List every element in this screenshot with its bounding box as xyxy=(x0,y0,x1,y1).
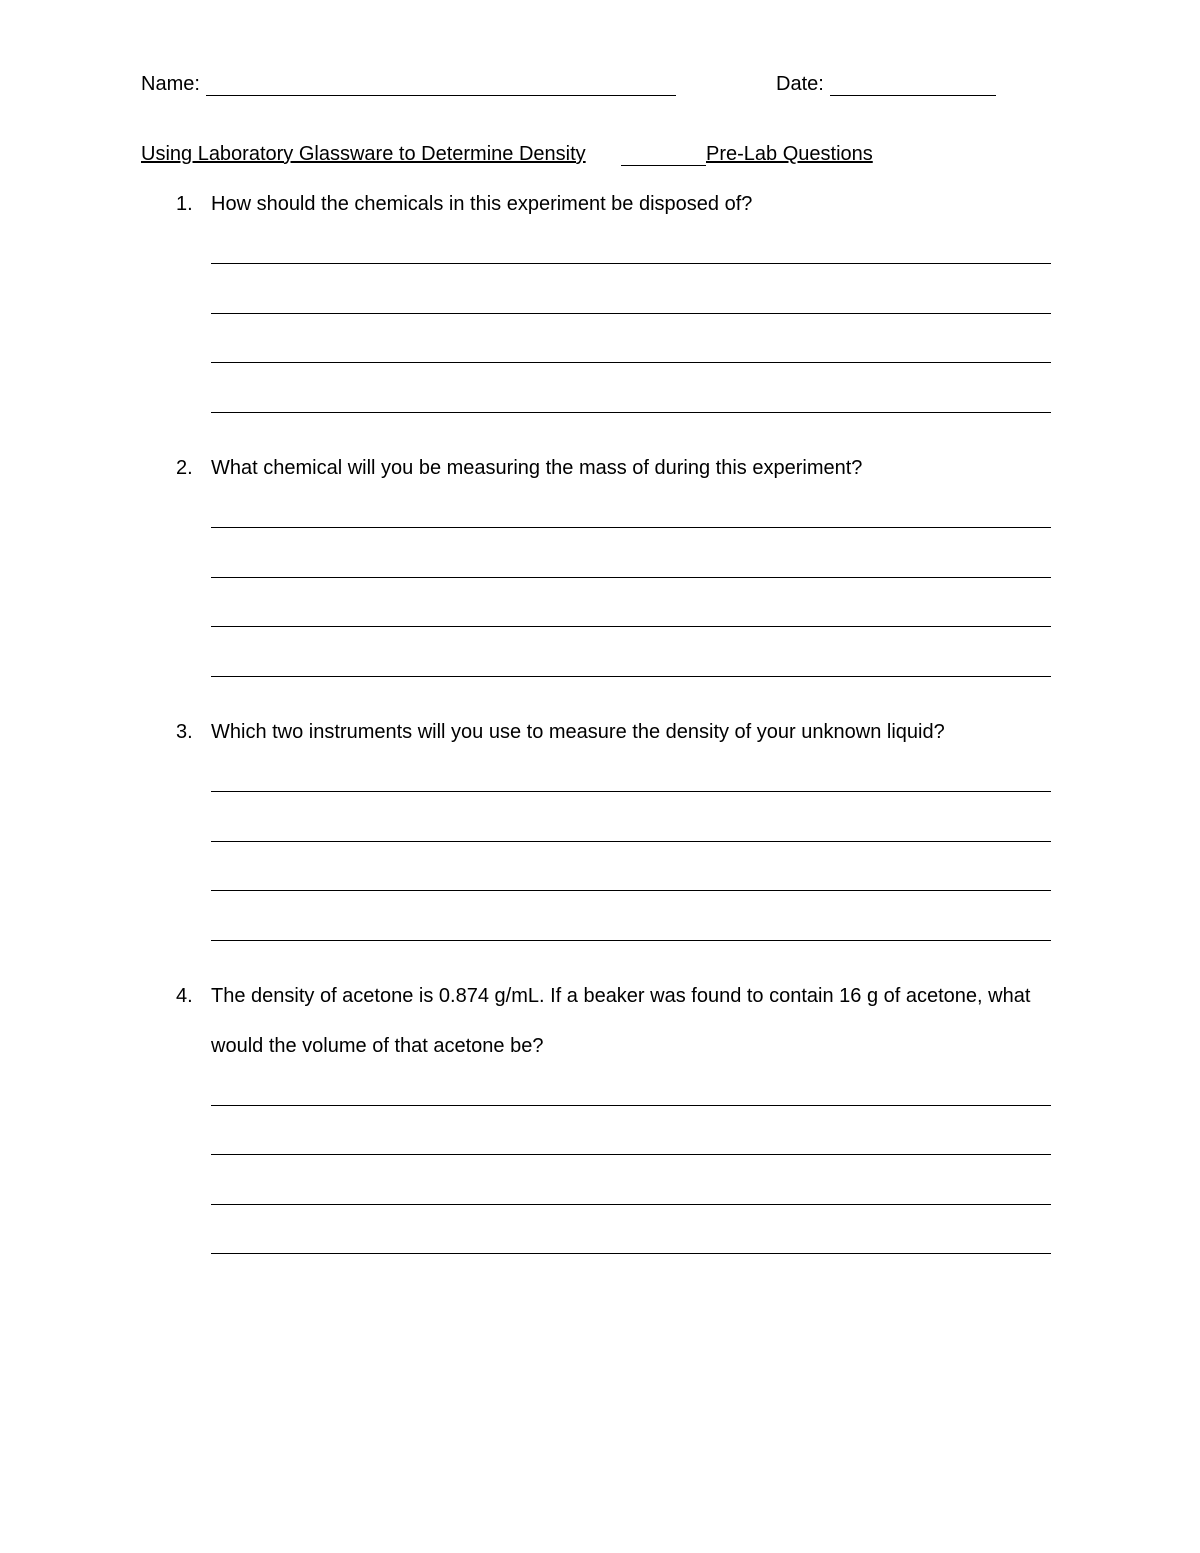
name-label: Name: xyxy=(141,73,200,95)
answer-line[interactable] xyxy=(211,940,1051,941)
date-label: Date: xyxy=(776,73,824,95)
answer-line[interactable] xyxy=(211,527,1051,528)
question-number: 4. xyxy=(176,985,193,1007)
header xyxy=(141,72,1021,98)
answer-line[interactable] xyxy=(211,890,1051,891)
answer-line[interactable] xyxy=(211,577,1051,578)
question-text: The density of acetone is 0.874 g/mL. If a beaker was found to contain 16 g of acetone, what would the volume of that acetone be? xyxy=(211,985,1031,1057)
title-sub: Pre-Lab Questions xyxy=(706,143,873,165)
date-field xyxy=(776,72,996,96)
question-number: 3. xyxy=(176,721,193,743)
question-text: Which two instruments will you use to measure the density of your unknown liquid? xyxy=(211,721,945,743)
worksheet-title xyxy=(141,142,1041,168)
answer-line[interactable] xyxy=(211,263,1051,264)
answer-line[interactable] xyxy=(211,626,1051,627)
answer-line[interactable] xyxy=(211,1253,1051,1254)
answer-line[interactable] xyxy=(211,1204,1051,1205)
question-text: What chemical will you be measuring the mass of during this experiment? xyxy=(211,457,863,479)
answer-line[interactable] xyxy=(211,412,1051,413)
date-blank[interactable] xyxy=(830,75,996,96)
question-text: How should the chemicals in this experiment be disposed of? xyxy=(211,193,753,215)
question-number: 1. xyxy=(176,193,193,215)
name-blank[interactable] xyxy=(206,75,676,96)
name-field xyxy=(141,72,676,96)
answer-line[interactable] xyxy=(211,1105,1051,1106)
answer-line[interactable] xyxy=(211,676,1051,677)
answer-line[interactable] xyxy=(211,362,1051,363)
title-main: Using Laboratory Glassware to Determine Density xyxy=(141,143,586,165)
answer-line[interactable] xyxy=(211,313,1051,314)
title-underline-gap xyxy=(621,142,706,166)
answer-line[interactable] xyxy=(211,841,1051,842)
answer-line[interactable] xyxy=(211,791,1051,792)
question-number: 2. xyxy=(176,457,193,479)
answer-line[interactable] xyxy=(211,1154,1051,1155)
